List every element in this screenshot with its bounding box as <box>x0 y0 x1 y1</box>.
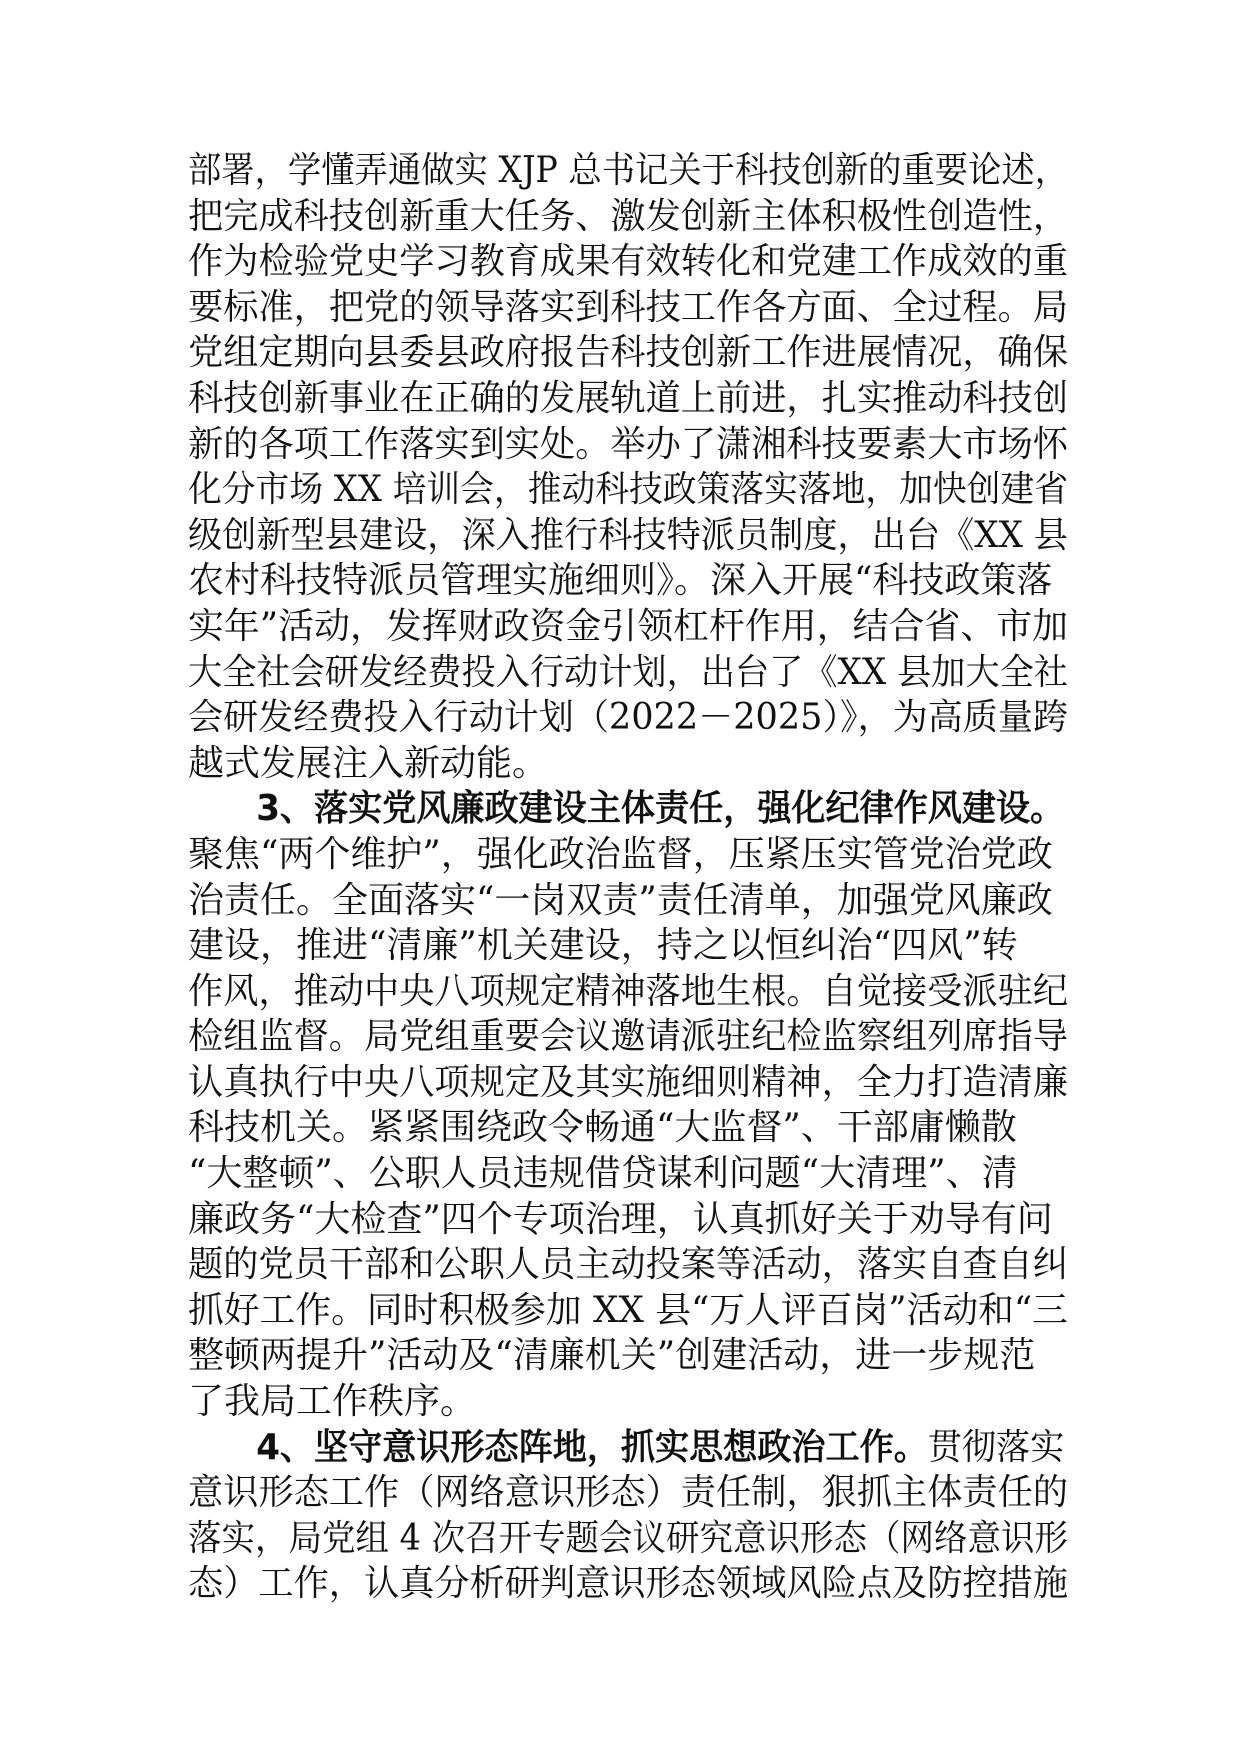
text-line: 越式发展注入新动能。 <box>188 742 549 784</box>
text-line: 抓好工作。同时积极参加 XX 县“万人评百岗”活动和“三 <box>188 1289 1068 1331</box>
text-line: 新的各项工作落实到实处。举办了潇湘科技要素大市场怀 <box>188 423 1069 465</box>
text-line: 化分市场 XX 培训会，推动科技政策落实落地，加快创建省 <box>188 469 1068 511</box>
text-line: 意识形态工作（网络意识形态）责任制，狠抓主体责任的 <box>188 1472 1069 1514</box>
text-line: 作风，推动中央八项规定精神落地生根。自觉接受派驻纪 <box>188 970 1069 1012</box>
text-line: 要标准，把党的领导落实到科技工作各方面、全过程。局 <box>188 286 1069 328</box>
text-line: 科技创新事业在正确的发展轨道上前进，扎实推动科技创 <box>188 377 1069 419</box>
text-line: 检组监督。局党组重要会议邀请派驻纪检监察组列席指导 <box>188 1016 1069 1058</box>
text-line: 题的党员干部和公职人员主动投案等活动，落实自查自纠 <box>188 1244 1069 1286</box>
text-line: 廉政务“大检查”四个专项治理，认真抓好关于劝导有问 <box>188 1198 1053 1240</box>
section-3-heading: 3、落实党风廉政建设主体责任，强化纪律作风建设。 <box>256 788 1065 830</box>
text-line: 部署，学懂弄通做实 XJP 总书记关于科技创新的重要论述， <box>188 150 1069 191</box>
section-3 <box>188 786 1068 1424</box>
text-line: 把完成科技创新重大任务、激发创新主体积极性创造性， <box>188 195 1069 237</box>
section-4-heading-continuation: 贯彻落实 <box>927 1426 1065 1468</box>
text-line: 科技机关。紧紧围绕政令畅通“大监督”、干部庸懒散 <box>188 1107 1017 1149</box>
text-line: 级创新型县建设，深入推行科技特派员制度，出台《XX 县 <box>188 514 1068 556</box>
text-line: 实年”活动，发挥财政资金引领杠杆作用，结合省、市加 <box>188 605 1069 647</box>
text-line: 会研发经费投入行动计划（2022－2025）》，为高质量跨 <box>188 697 1069 739</box>
text-line: “大整顿”、公职人员违规借贷谋利问题“大清理”、清 <box>188 1153 1018 1195</box>
text-line: 农村科技特派员管理实施细则》。深入开展“科技政策落 <box>188 560 1053 602</box>
text-line: 聚焦“两个维护”，强化政治监督，压紧压实管党治党政 <box>188 833 1053 875</box>
section-4-first-line <box>188 1425 1065 1471</box>
document-body <box>188 148 1068 1607</box>
text-line: 认真执行中央八项规定及其实施细则精神，全力打造清廉 <box>188 1061 1069 1103</box>
text-line: 治责任。全面落实“一岗双责”责任清单，加强党风廉政 <box>188 879 1053 921</box>
section-4-heading: 4、坚守意识形态阵地，抓实思想政治工作。 <box>256 1426 928 1468</box>
section-4 <box>188 1425 1068 1607</box>
text-line: 大全社会研发经费投入行动计划，出台了《XX 县加大全社 <box>188 651 1068 693</box>
text-line: 整顿两提升”活动及“清廉机关”创建活动，进一步规范 <box>188 1335 1036 1377</box>
text-line: 建设，推进“清廉”机关建设，持之以恒纠治“四风”转 <box>188 925 1018 967</box>
text-line: 党组定期向县委县政府报告科技创新工作进展情况，确保 <box>188 332 1069 374</box>
text-line: 落实，局党组 4 次召开专题会议研究意识形态（网络意识形 <box>188 1517 1068 1559</box>
text-line: 态）工作，认真分析研判意识形态领域风险点及防控措施 <box>188 1563 1069 1605</box>
text-line: 了我局工作秩序。 <box>188 1381 477 1423</box>
text-line: 作为检验党史学习教育成果有效转化和党建工作成效的重 <box>188 241 1069 283</box>
paragraph-tech-innovation <box>188 148 1068 786</box>
